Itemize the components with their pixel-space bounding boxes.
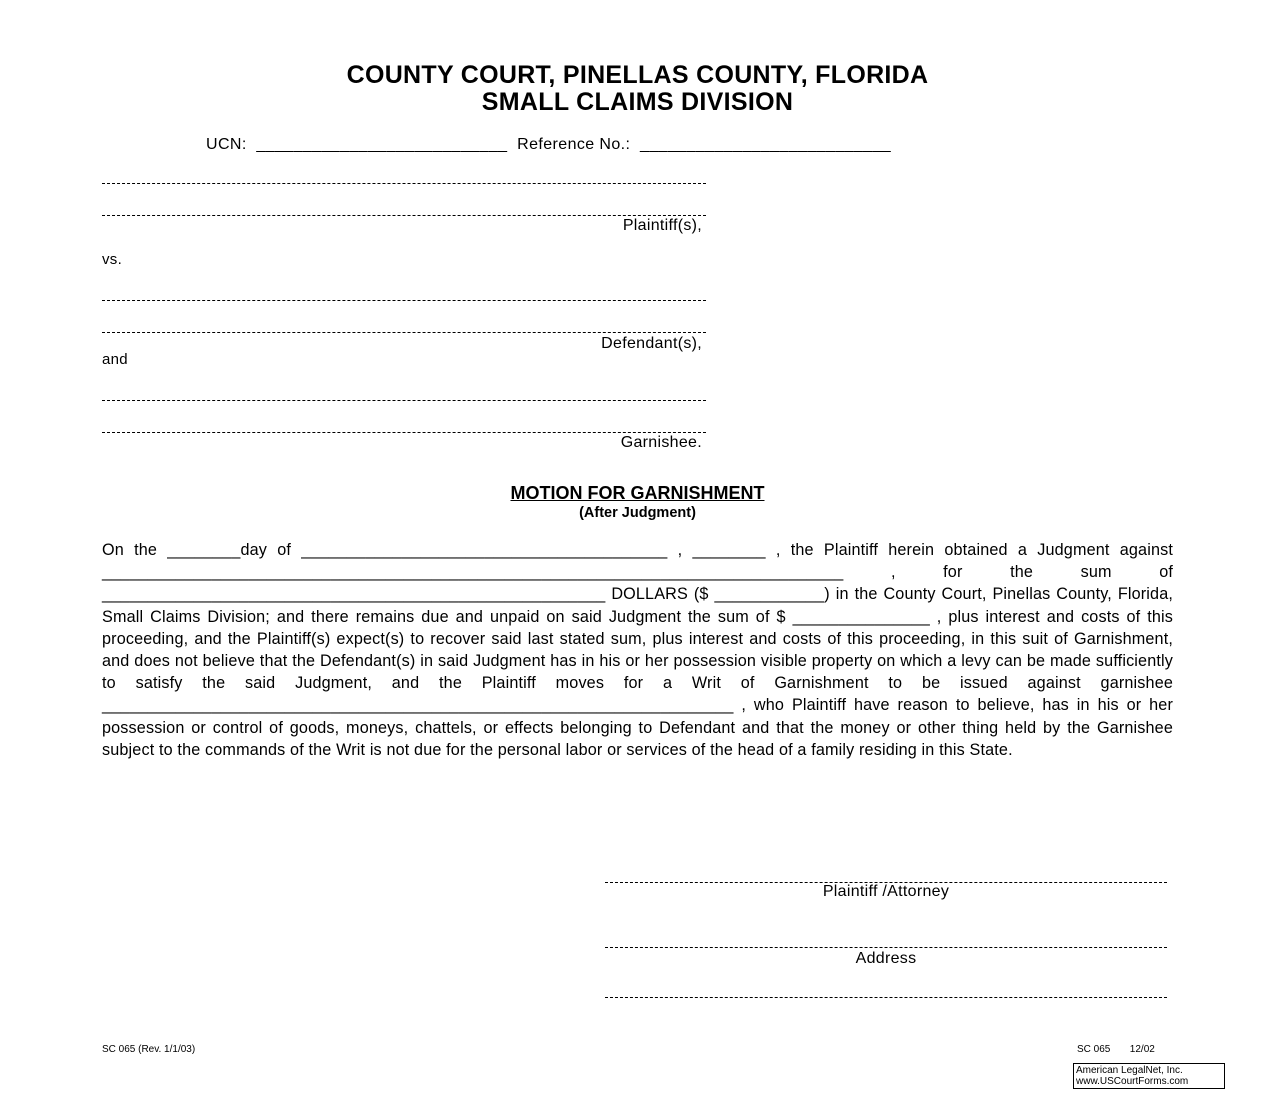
motion-subtitle: (After Judgment) — [579, 505, 696, 521]
address-line-2 — [605, 997, 1167, 998]
and-label: and — [102, 351, 128, 368]
court-title: COUNTY COURT, PINELLAS COUNTY, FLORIDA — [346, 61, 929, 89]
motion-title: MOTION FOR GARNISHMENT — [510, 483, 765, 503]
garnishee-name-line-2 — [102, 432, 706, 433]
attorney-label: Plaintiff /Attorney — [822, 883, 950, 900]
address-line-1 — [605, 947, 1167, 948]
garnishee-name-line-1 — [102, 400, 706, 401]
plaintiff-name-line-2 — [102, 215, 706, 216]
vs-label: vs. — [102, 251, 123, 268]
form-code: SC 065 12/02 — [1077, 1044, 1155, 1055]
address-label: Address — [855, 950, 917, 967]
form-revision: SC 065 (Rev. 1/1/03) — [102, 1044, 196, 1055]
plaintiff-name-line-1 — [102, 183, 706, 184]
defendant-label: Defendant(s), — [601, 335, 702, 352]
garnishee-label: Garnishee. — [620, 434, 702, 451]
publisher-name: American LegalNet, Inc. — [1076, 1065, 1183, 1076]
ucn-reference-line: UCN: ___________________________ Reference No.: ___________________________ — [206, 136, 892, 153]
division-title: SMALL CLAIMS DIVISION — [481, 88, 794, 116]
motion-body — [102, 539, 1173, 761]
publisher-url: www.USCourtForms.com — [1076, 1076, 1189, 1087]
defendant-name-line-2 — [102, 332, 706, 333]
defendant-name-line-1 — [102, 300, 706, 301]
motion-body-paragraph: On the ________day of ________________________________________ , ________ , the Plaintiff herein obtained a Judgment against _________________________________________________________________________________ , for the sum of _______________________________________________________ DOLLARS ($ ____________) in the County Court, Pinellas County, Florida, Small Claims Division; and there remains due and unpaid on said Judgment the sum of $ _______________ , plus interest and costs of this proceeding, and the Plaintiff(s) expect(s) to recover said last stated sum, plus interest and costs of this proceeding, in this suit of Garnishment, and does not believe that the Defendant(s) in said Judgment has in his or her possession visible property on which a levy can be made sufficiently to satisfy the said Judgment, and the Plaintiff moves for a Writ of Garnishment to be issued against garnishee _____________________________________________________________________ , who Plaintiff have reason to believe, has in his or her possession or control of goods, moneys, chattels, or effects belonging to Defendant and that the money or other thing held by the Garnishee subject to the commands of the Writ is not due for the personal labor or services of the head of a family residing in this State. — [102, 541, 1173, 759]
plaintiff-label: Plaintiff(s), — [622, 217, 702, 234]
publisher-stamp — [1073, 1063, 1225, 1089]
